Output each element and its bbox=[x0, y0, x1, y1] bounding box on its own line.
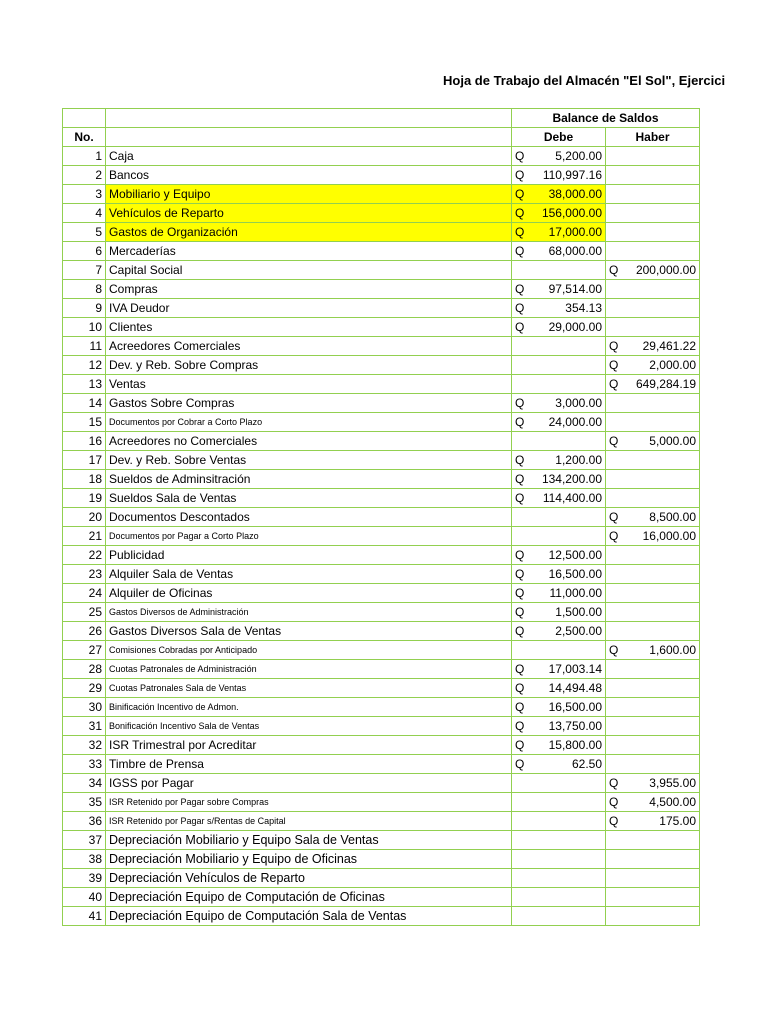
currency-symbol: Q bbox=[515, 225, 525, 239]
haber-cell bbox=[606, 375, 700, 394]
debe-cell bbox=[512, 413, 606, 432]
table-row bbox=[63, 280, 700, 299]
currency-symbol: Q bbox=[515, 491, 525, 505]
account-name: Publicidad bbox=[106, 546, 512, 565]
header-blank-no bbox=[63, 109, 106, 128]
haber-cell bbox=[606, 356, 700, 375]
row-number: 6 bbox=[63, 242, 106, 261]
debe-cell bbox=[512, 869, 606, 888]
currency-symbol: Q bbox=[609, 434, 619, 448]
row-number: 27 bbox=[63, 641, 106, 660]
header-blank-account bbox=[106, 109, 512, 128]
currency-symbol: Q bbox=[515, 206, 525, 220]
row-number: 4 bbox=[63, 204, 106, 223]
haber-cell bbox=[606, 166, 700, 185]
debe-amount: 16,500.00 bbox=[548, 700, 602, 714]
haber-cell bbox=[606, 470, 700, 489]
debe-cell bbox=[512, 831, 606, 850]
debe-cell bbox=[512, 565, 606, 584]
account-name: Vehículos de Reparto bbox=[106, 204, 512, 223]
table-row bbox=[63, 299, 700, 318]
haber-cell bbox=[606, 774, 700, 793]
haber-amount: 5,000.00 bbox=[649, 434, 696, 448]
table-row bbox=[63, 907, 700, 926]
debe-cell bbox=[512, 356, 606, 375]
haber-cell bbox=[606, 546, 700, 565]
row-number: 20 bbox=[63, 508, 106, 527]
account-name: Caja bbox=[106, 147, 512, 166]
row-number: 38 bbox=[63, 850, 106, 869]
debe-cell bbox=[512, 527, 606, 546]
table-row bbox=[63, 375, 700, 394]
haber-cell bbox=[606, 413, 700, 432]
debe-cell bbox=[512, 166, 606, 185]
debe-amount: 5,200.00 bbox=[555, 149, 602, 163]
account-name: Cuotas Patronales de Administración bbox=[106, 660, 512, 679]
haber-cell bbox=[606, 204, 700, 223]
currency-symbol: Q bbox=[515, 605, 525, 619]
table-row bbox=[63, 584, 700, 603]
table-row bbox=[63, 717, 700, 736]
haber-cell bbox=[606, 280, 700, 299]
currency-symbol: Q bbox=[609, 529, 619, 543]
currency-symbol: Q bbox=[515, 662, 525, 676]
debe-cell bbox=[512, 907, 606, 926]
debe-cell bbox=[512, 375, 606, 394]
debe-amount: 114,400.00 bbox=[542, 491, 602, 505]
account-name: IVA Deudor bbox=[106, 299, 512, 318]
haber-cell bbox=[606, 185, 700, 204]
haber-cell bbox=[606, 793, 700, 812]
debe-amount: 134,200.00 bbox=[541, 472, 602, 486]
row-number: 5 bbox=[63, 223, 106, 242]
debe-cell bbox=[512, 546, 606, 565]
haber-amount: 4,500.00 bbox=[649, 795, 696, 809]
currency-symbol: Q bbox=[609, 510, 619, 524]
balance-table bbox=[62, 108, 700, 926]
account-name: Sueldos de Adminsitración bbox=[106, 470, 512, 489]
table-row bbox=[63, 774, 700, 793]
debe-amount: 68,000.00 bbox=[548, 244, 602, 258]
debe-cell bbox=[512, 736, 606, 755]
account-name: Gastos Diversos Sala de Ventas bbox=[106, 622, 512, 641]
currency-symbol: Q bbox=[609, 795, 619, 809]
row-number: 25 bbox=[63, 603, 106, 622]
debe-amount: 17,000.00 bbox=[548, 225, 602, 239]
table-row bbox=[63, 318, 700, 337]
header-no: No. bbox=[63, 128, 106, 147]
debe-amount: 156,000.00 bbox=[541, 206, 602, 220]
row-number: 17 bbox=[63, 451, 106, 470]
debe-cell bbox=[512, 318, 606, 337]
account-name: Dev. y Reb. Sobre Ventas bbox=[106, 451, 512, 470]
haber-cell bbox=[606, 660, 700, 679]
currency-symbol: Q bbox=[515, 567, 525, 581]
row-number: 9 bbox=[63, 299, 106, 318]
haber-amount: 2,000.00 bbox=[649, 358, 696, 372]
row-number: 28 bbox=[63, 660, 106, 679]
table-row bbox=[63, 869, 700, 888]
account-name: Alquiler de Oficinas bbox=[106, 584, 512, 603]
haber-cell bbox=[606, 432, 700, 451]
haber-cell bbox=[606, 622, 700, 641]
currency-symbol: Q bbox=[515, 187, 525, 201]
account-name: Mobiliario y Equipo bbox=[106, 185, 512, 204]
debe-amount: 1,200.00 bbox=[555, 453, 602, 467]
table-row bbox=[63, 204, 700, 223]
row-number: 24 bbox=[63, 584, 106, 603]
account-name: IGSS por Pagar bbox=[106, 774, 512, 793]
debe-amount: 3,000.00 bbox=[555, 396, 602, 410]
debe-amount: 62.50 bbox=[571, 757, 602, 771]
haber-cell bbox=[606, 318, 700, 337]
currency-symbol: Q bbox=[515, 472, 525, 486]
debe-cell bbox=[512, 451, 606, 470]
haber-cell bbox=[606, 508, 700, 527]
row-number: 3 bbox=[63, 185, 106, 204]
row-number: 30 bbox=[63, 698, 106, 717]
account-name: Timbre de Prensa bbox=[106, 755, 512, 774]
debe-cell bbox=[512, 489, 606, 508]
currency-symbol: Q bbox=[515, 719, 525, 733]
row-number: 7 bbox=[63, 261, 106, 280]
account-name: ISR Retenido por Pagar sobre Compras bbox=[106, 793, 512, 812]
debe-cell bbox=[512, 337, 606, 356]
haber-cell bbox=[606, 603, 700, 622]
table-row bbox=[63, 679, 700, 698]
currency-symbol: Q bbox=[609, 358, 619, 372]
debe-cell bbox=[512, 223, 606, 242]
debe-cell bbox=[512, 147, 606, 166]
debe-cell bbox=[512, 755, 606, 774]
debe-cell bbox=[512, 622, 606, 641]
table-row bbox=[63, 812, 700, 831]
currency-symbol: Q bbox=[515, 586, 525, 600]
row-number: 1 bbox=[63, 147, 106, 166]
currency-symbol: Q bbox=[515, 757, 525, 771]
haber-cell bbox=[606, 242, 700, 261]
row-number: 22 bbox=[63, 546, 106, 565]
debe-amount: 110,997.16 bbox=[542, 168, 602, 182]
haber-cell bbox=[606, 698, 700, 717]
currency-symbol: Q bbox=[515, 700, 525, 714]
table-row bbox=[63, 242, 700, 261]
debe-amount: 97,514.00 bbox=[548, 282, 602, 296]
account-name: Bancos bbox=[106, 166, 512, 185]
account-name: Documentos por Pagar a Corto Plazo bbox=[106, 527, 512, 546]
row-number: 23 bbox=[63, 565, 106, 584]
haber-amount: 649,284.19 bbox=[635, 377, 696, 391]
currency-symbol: Q bbox=[515, 282, 525, 296]
account-name: Depreciación Mobiliario y Equipo de Oficinas bbox=[106, 850, 512, 869]
account-name: Sueldos Sala de Ventas bbox=[106, 489, 512, 508]
row-number: 13 bbox=[63, 375, 106, 394]
debe-cell bbox=[512, 793, 606, 812]
currency-symbol: Q bbox=[515, 168, 525, 182]
header-debe: Debe bbox=[512, 128, 606, 147]
currency-symbol: Q bbox=[515, 681, 525, 695]
sheet-title: Hoja de Trabajo del Almacén "El Sol", Ejercici bbox=[443, 73, 726, 88]
table-row bbox=[63, 660, 700, 679]
header-row-2 bbox=[63, 128, 700, 147]
currency-symbol: Q bbox=[515, 415, 525, 429]
debe-amount: 15,800.00 bbox=[548, 738, 602, 752]
currency-symbol: Q bbox=[515, 320, 525, 334]
row-number: 18 bbox=[63, 470, 106, 489]
account-name: Depreciación Equipo de Computación Sala de Ventas bbox=[106, 907, 512, 926]
haber-cell bbox=[606, 223, 700, 242]
header-row-1 bbox=[63, 109, 700, 128]
currency-symbol: Q bbox=[515, 624, 525, 638]
row-number: 19 bbox=[63, 489, 106, 508]
row-number: 32 bbox=[63, 736, 106, 755]
haber-cell bbox=[606, 812, 700, 831]
account-name: Comisiones Cobradas por Anticipado bbox=[106, 641, 512, 660]
debe-amount: 38,000.00 bbox=[548, 187, 602, 201]
table-row bbox=[63, 546, 700, 565]
debe-cell bbox=[512, 888, 606, 907]
account-name: ISR Retenido por Pagar s/Rentas de Capital bbox=[106, 812, 512, 831]
table-row bbox=[63, 489, 700, 508]
header-balance-de-saldos: Balance de Saldos bbox=[512, 109, 700, 128]
table-row bbox=[63, 166, 700, 185]
haber-cell bbox=[606, 850, 700, 869]
row-number: 26 bbox=[63, 622, 106, 641]
header-haber: Haber bbox=[606, 128, 700, 147]
table-row bbox=[63, 147, 700, 166]
table-row bbox=[63, 413, 700, 432]
debe-cell bbox=[512, 717, 606, 736]
row-number: 34 bbox=[63, 774, 106, 793]
debe-cell bbox=[512, 679, 606, 698]
header-blank-account-2 bbox=[106, 128, 512, 147]
row-number: 10 bbox=[63, 318, 106, 337]
haber-cell bbox=[606, 888, 700, 907]
table-row bbox=[63, 888, 700, 907]
debe-amount: 29,000.00 bbox=[548, 320, 602, 334]
haber-cell bbox=[606, 299, 700, 318]
table-row bbox=[63, 603, 700, 622]
table-row bbox=[63, 432, 700, 451]
debe-cell bbox=[512, 394, 606, 413]
currency-symbol: Q bbox=[515, 738, 525, 752]
haber-cell bbox=[606, 755, 700, 774]
row-number: 39 bbox=[63, 869, 106, 888]
account-name: Acreedores Comerciales bbox=[106, 337, 512, 356]
account-name: Documentos Descontados bbox=[106, 508, 512, 527]
currency-symbol: Q bbox=[609, 643, 619, 657]
haber-cell bbox=[606, 869, 700, 888]
account-name: Compras bbox=[106, 280, 512, 299]
table-row bbox=[63, 641, 700, 660]
table-row bbox=[63, 394, 700, 413]
account-name: Depreciación Mobiliario y Equipo Sala de Ventas bbox=[106, 831, 512, 850]
debe-amount: 14,494.48 bbox=[548, 681, 602, 695]
debe-cell bbox=[512, 774, 606, 793]
haber-amount: 175.00 bbox=[659, 814, 696, 828]
debe-cell bbox=[512, 242, 606, 261]
debe-cell bbox=[512, 432, 606, 451]
table-row bbox=[63, 185, 700, 204]
haber-cell bbox=[606, 527, 700, 546]
currency-symbol: Q bbox=[515, 396, 525, 410]
haber-cell bbox=[606, 261, 700, 280]
haber-cell bbox=[606, 451, 700, 470]
currency-symbol: Q bbox=[609, 776, 619, 790]
haber-cell bbox=[606, 736, 700, 755]
currency-symbol: Q bbox=[609, 377, 619, 391]
debe-cell bbox=[512, 299, 606, 318]
haber-cell bbox=[606, 565, 700, 584]
currency-symbol: Q bbox=[515, 548, 525, 562]
row-number: 21 bbox=[63, 527, 106, 546]
debe-cell bbox=[512, 850, 606, 869]
row-number: 36 bbox=[63, 812, 106, 831]
debe-cell bbox=[512, 641, 606, 660]
haber-cell bbox=[606, 831, 700, 850]
table-row bbox=[63, 622, 700, 641]
haber-cell bbox=[606, 584, 700, 603]
table-row bbox=[63, 508, 700, 527]
currency-symbol: Q bbox=[609, 814, 619, 828]
account-name: Alquiler Sala de Ventas bbox=[106, 565, 512, 584]
table-row bbox=[63, 793, 700, 812]
account-name: Gastos Sobre Compras bbox=[106, 394, 512, 413]
haber-amount: 29,461.22 bbox=[642, 339, 696, 353]
currency-symbol: Q bbox=[515, 301, 525, 315]
haber-amount: 16,000.00 bbox=[642, 529, 696, 543]
account-name: Gastos Diversos de Administración bbox=[106, 603, 512, 622]
currency-symbol: Q bbox=[515, 453, 525, 467]
row-number: 35 bbox=[63, 793, 106, 812]
debe-amount: 13,750.00 bbox=[548, 719, 602, 733]
row-number: 8 bbox=[63, 280, 106, 299]
debe-cell bbox=[512, 280, 606, 299]
row-number: 33 bbox=[63, 755, 106, 774]
debe-amount: 16,500.00 bbox=[548, 567, 602, 581]
account-name: Depreciación Equipo de Computación de Oficinas bbox=[106, 888, 512, 907]
haber-cell bbox=[606, 907, 700, 926]
account-name: Mercaderías bbox=[106, 242, 512, 261]
debe-cell bbox=[512, 470, 606, 489]
table-row bbox=[63, 831, 700, 850]
debe-cell bbox=[512, 508, 606, 527]
debe-amount: 2,500.00 bbox=[555, 624, 602, 638]
table-row bbox=[63, 223, 700, 242]
row-number: 41 bbox=[63, 907, 106, 926]
account-name: ISR Trimestral por Acreditar bbox=[106, 736, 512, 755]
debe-amount: 11,000.00 bbox=[549, 586, 602, 600]
haber-cell bbox=[606, 394, 700, 413]
account-name: Dev. y Reb. Sobre Compras bbox=[106, 356, 512, 375]
debe-cell bbox=[512, 603, 606, 622]
debe-amount: 12,500.00 bbox=[548, 548, 602, 562]
table-row bbox=[63, 470, 700, 489]
debe-cell bbox=[512, 204, 606, 223]
haber-amount: 200,000.00 bbox=[635, 263, 696, 277]
debe-amount: 1,500.00 bbox=[555, 605, 602, 619]
debe-amount: 17,003.14 bbox=[548, 662, 602, 676]
table-row bbox=[63, 451, 700, 470]
haber-cell bbox=[606, 337, 700, 356]
row-number: 29 bbox=[63, 679, 106, 698]
haber-amount: 3,955.00 bbox=[649, 776, 696, 790]
account-name: Bonificación Incentivo Sala de Ventas bbox=[106, 717, 512, 736]
table-row bbox=[63, 755, 700, 774]
account-name: Documentos por Cobrar a Corto Plazo bbox=[106, 413, 512, 432]
row-number: 16 bbox=[63, 432, 106, 451]
row-number: 11 bbox=[63, 337, 106, 356]
table-row bbox=[63, 337, 700, 356]
haber-cell bbox=[606, 489, 700, 508]
debe-cell bbox=[512, 261, 606, 280]
debe-cell bbox=[512, 812, 606, 831]
account-name: Depreciación Vehículos de Reparto bbox=[106, 869, 512, 888]
currency-symbol: Q bbox=[609, 339, 619, 353]
table-row bbox=[63, 698, 700, 717]
debe-cell bbox=[512, 698, 606, 717]
table-row bbox=[63, 356, 700, 375]
haber-cell bbox=[606, 147, 700, 166]
row-number: 37 bbox=[63, 831, 106, 850]
row-number: 2 bbox=[63, 166, 106, 185]
table-row bbox=[63, 565, 700, 584]
debe-cell bbox=[512, 185, 606, 204]
account-name: Acreedores no Comerciales bbox=[106, 432, 512, 451]
debe-amount: 24,000.00 bbox=[548, 415, 602, 429]
currency-symbol: Q bbox=[515, 149, 525, 163]
table-row bbox=[63, 527, 700, 546]
row-number: 12 bbox=[63, 356, 106, 375]
haber-cell bbox=[606, 717, 700, 736]
haber-amount: 1,600.00 bbox=[649, 643, 696, 657]
haber-cell bbox=[606, 641, 700, 660]
account-name: Capital Social bbox=[106, 261, 512, 280]
account-name: Gastos de Organización bbox=[106, 223, 512, 242]
account-name: Binificación Incentivo de Admon. bbox=[106, 698, 512, 717]
row-number: 40 bbox=[63, 888, 106, 907]
table-row bbox=[63, 736, 700, 755]
currency-symbol: Q bbox=[609, 263, 619, 277]
account-name: Cuotas Patronales Sala de Ventas bbox=[106, 679, 512, 698]
row-number: 15 bbox=[63, 413, 106, 432]
debe-cell bbox=[512, 660, 606, 679]
account-name: Ventas bbox=[106, 375, 512, 394]
table-row bbox=[63, 261, 700, 280]
account-name: Clientes bbox=[106, 318, 512, 337]
currency-symbol: Q bbox=[515, 244, 525, 258]
haber-amount: 8,500.00 bbox=[649, 510, 696, 524]
debe-amount: 354.13 bbox=[565, 301, 602, 315]
table-row bbox=[63, 850, 700, 869]
row-number: 31 bbox=[63, 717, 106, 736]
haber-cell bbox=[606, 679, 700, 698]
row-number: 14 bbox=[63, 394, 106, 413]
debe-cell bbox=[512, 584, 606, 603]
